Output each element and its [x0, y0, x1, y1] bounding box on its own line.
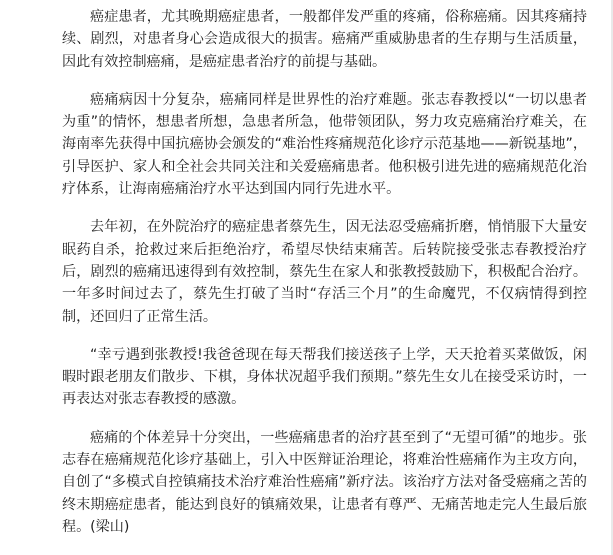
paragraph-treatment-challenge: 癌痛病因十分复杂，癌痛同样是世界性的治疗难题。张志春教授以“一切以患者为重”的情怀，想患者所想，急患者所急，他带领团队，努力攻克癌痛治疗难关，在海南率先获得中国抗癌协会颁发的“难治性疼痛规范化诊疗示范基地——新锐基地”，引导医护、家人和全社会共同关注和关爱癌痛患者。他积极引进先进的癌痛规范化治疗体系，让海南癌痛治疗水平达到国内同行先进水平。 — [62, 91, 587, 198]
paragraph-daughter-quote: “幸亏遇到张教授!我爸爸现在每天帮我们接送孩子上学，天天抢着买菜做饭，闲暇时跟老朋友们散步、下棋，身体状况超乎我们预期。”蔡先生女儿在接受采访时，一再表达对张志春教授的感激。 — [62, 346, 587, 408]
paragraph-patient-case: 去年初，在外院治疗的癌症患者蔡先生，因无法忍受癌痛折磨，悄悄服下大量安眠药自杀，抢救过来后拒绝治疗，希望尽快结束痛苦。后转院接受张志春教授治疗后，剧烈的癌痛迅速得到有效控制，蔡先生在家人和张教授鼓励下，积极配合治疗。一年多时间过去了，蔡先生打破了当时“存活三个月”的生命魔咒，不仅病情得到控制，还回归了正常生活。 — [62, 219, 587, 325]
paragraph-new-therapy: 癌痛的个体差异十分突出，一些癌痛患者的治疗甚至到了“无望可循”的地步。张志春在癌痛规范化诊疗基础上，引入中医辩证治理论，将难治性癌痛作为主攻方向，自创了“多模式自控镇痛技术治疗难治性癌痛”新疗法。该治疗方法对备受癌痛之苦的终末期癌症患者，能达到良好的镇痛效果，让患者有尊严、无痛苦地走完人生最后旅程。(梁山) — [62, 429, 587, 535]
paragraph-intro: 癌症患者，尤其晚期癌症患者，一般都伴发严重的疼痛，俗称癌痛。因其疼痛持续、剧烈，对患者身心会造成很大的损害。癌痛严重威胁患者的生存期与生活质量，因此有效控制癌痛，是癌症患者治疗的前提与基础。 — [62, 9, 587, 70]
